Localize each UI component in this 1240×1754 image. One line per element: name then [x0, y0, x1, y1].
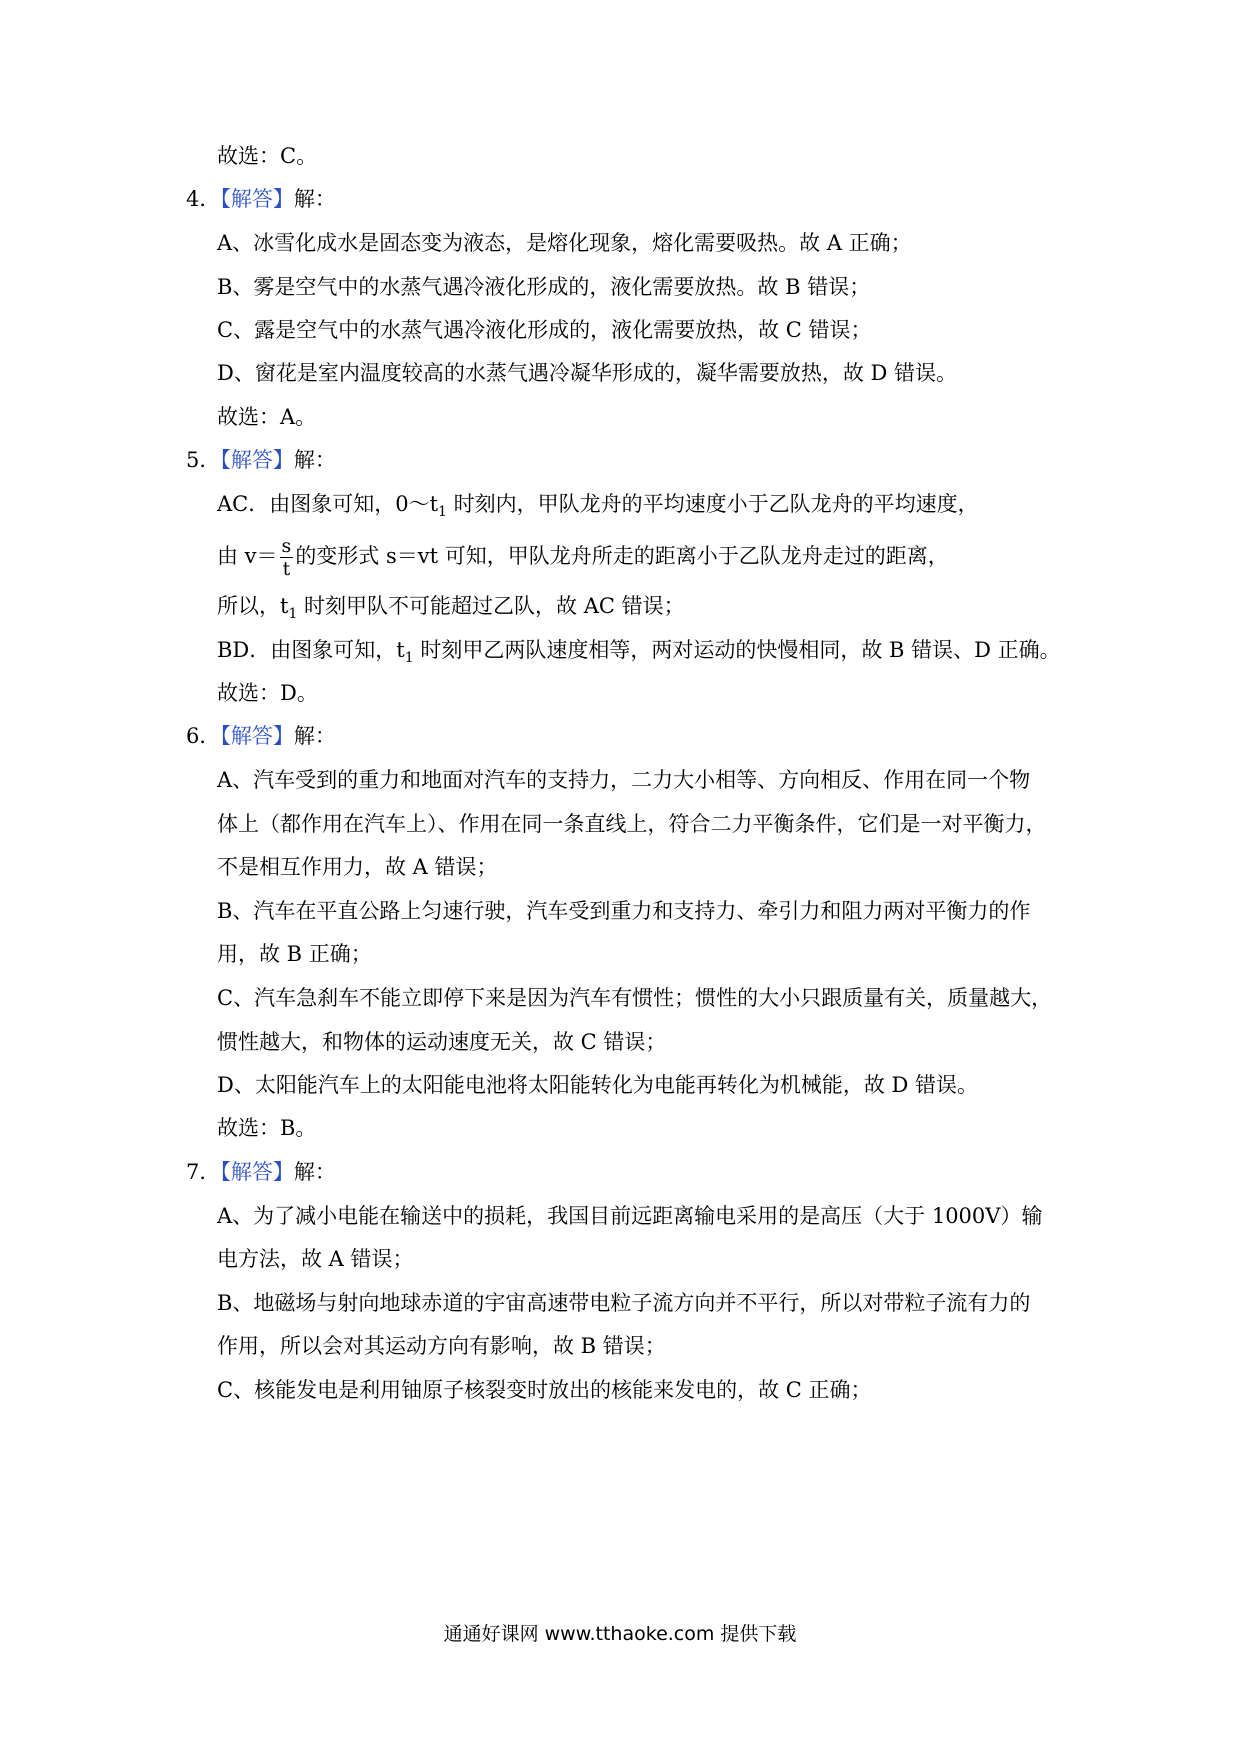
- text-line: B、汽车在平直公路上匀速行驶，汽车受到重力和支持力、牵引力和阻力两对平衡力的作: [217, 899, 1031, 923]
- page-footer: 通通好课网 www.tthaoke.com 提供下载: [443, 1623, 797, 1645]
- question-number: 6．: [186, 724, 221, 748]
- solution-label: 解：: [293, 187, 336, 211]
- text-line: A、汽车受到的重力和地面对汽车的支持力，二力大小相等、方向相反、作用在同一个物: [217, 768, 1031, 792]
- fraction: [280, 535, 294, 580]
- text-segment: 所以，t: [217, 594, 289, 618]
- question-number: 7．: [186, 1160, 221, 1184]
- solution-label: 解：: [293, 448, 336, 472]
- text-line: A、冰雪化成水是固态变为液态，是熔化现象，熔化需要吸热。故 A 正确；: [217, 231, 912, 255]
- answer-tag: 【解答】: [220, 448, 294, 472]
- question-number: 4．: [186, 187, 221, 211]
- text-line: [217, 636, 1061, 672]
- question-number: 5．: [186, 448, 221, 472]
- solution-label: 解：: [293, 724, 336, 748]
- text-line: D、太阳能汽车上的太阳能电池将太阳能转化为电能再转化为机械能，故 D 错误。: [217, 1073, 979, 1097]
- text-line: B、雾是空气中的水蒸气遇冷液化形成的，液化需要放热。故 B 错误；: [217, 275, 871, 299]
- text-segment: 的变形式 s＝vt 可知，甲队龙舟所走的距离小于乙队龙舟走过的距离，: [295, 544, 949, 568]
- question-heading: [186, 446, 336, 474]
- subscript: 1: [288, 606, 298, 623]
- text-line: 故选：A。: [217, 405, 317, 429]
- text-line: 电方法，故 A 错误；: [217, 1247, 414, 1271]
- text-line: [217, 490, 979, 526]
- answer-tag: 【解答】: [220, 187, 294, 211]
- solution-label: 解：: [293, 1160, 336, 1184]
- text-line: 体上（都作用在汽车上）、作用在同一条直线上，符合二力平衡条件，它们是一对平衡力，: [217, 812, 1047, 836]
- text-line: C、汽车急刹车不能立即停下来是因为汽车有惯性；惯性的大小只跟质量有关，质量越大，: [217, 986, 1053, 1010]
- text-line: 作用，所以会对其运动方向有影响，故 B 错误；: [217, 1334, 666, 1358]
- text-segment: 由 v＝: [217, 544, 278, 568]
- text-segment: 时刻甲队不可能超过乙队，故 AC 错误；: [297, 594, 685, 618]
- text-segment: 时刻内，甲队龙舟的平均速度小于乙队龙舟的平均速度，: [446, 492, 979, 516]
- text-line: D、窗花是室内温度较高的水蒸气遇冷凝华形成的，凝华需要放热，故 D 错误。: [217, 361, 958, 385]
- text-segment: BD．由图象可知，t: [217, 638, 405, 662]
- question-heading: [186, 1158, 336, 1186]
- subscript: 1: [438, 504, 447, 521]
- answer-tag: 【解答】: [220, 724, 294, 748]
- text-line: A、为了减小电能在输送中的损耗，我国目前远距离输电采用的是高压（大于 1000V）输: [217, 1204, 1043, 1228]
- subscript: 1: [404, 650, 414, 667]
- fraction-numerator: s: [281, 535, 292, 557]
- answer-tag: 【解答】: [220, 1160, 294, 1184]
- text-line: [217, 592, 685, 628]
- text-line: B、地磁场与射向地球赤道的宇宙高速带电粒子流方向并不平行，所以对带粒子流有力的: [217, 1291, 1031, 1315]
- text-line: 不是相互作用力，故 A 错误；: [217, 855, 498, 879]
- text-line: 故选：C。: [217, 144, 318, 168]
- formula-line: [217, 535, 949, 580]
- text-line: C、核能发电是利用铀原子核裂变时放出的核能来发电的，故 C 正确；: [217, 1378, 872, 1402]
- text-line: C、露是空气中的水蒸气遇冷液化形成的，液化需要放热，故 C 错误；: [217, 318, 872, 342]
- text-segment: AC．由图象可知，0～t: [217, 492, 439, 516]
- text-segment: 时刻甲乙两队速度相等，两对运动的快慢相同，故 B 错误、D 正确。: [413, 638, 1061, 662]
- fraction-denominator: t: [282, 558, 291, 580]
- text-line: 惯性越大，和物体的运动速度无关，故 C 错误；: [217, 1030, 667, 1054]
- question-heading: [186, 722, 336, 750]
- text-line: 用，故 B 正确；: [217, 942, 372, 966]
- text-line: 故选：B。: [217, 1116, 317, 1140]
- text-line: 故选：D。: [217, 681, 318, 705]
- question-heading: [186, 185, 336, 213]
